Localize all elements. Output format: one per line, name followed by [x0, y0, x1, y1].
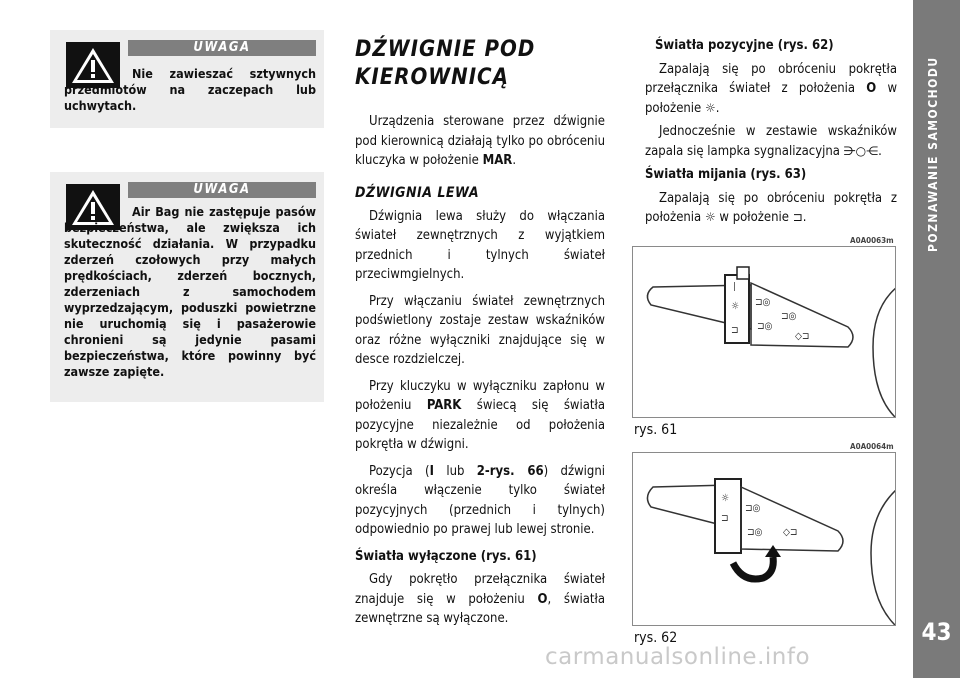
paragraph: Jednocześnie w zestawie wskaźników zapala się lampka sygnalizacyjna ⋺○⋲.	[645, 124, 897, 159]
lever-illustration	[633, 453, 896, 626]
figure-caption: rys. 62	[634, 630, 678, 646]
warning-header: UWAGA	[128, 40, 316, 56]
paragraph: Dźwignia lewa służy do włączania świateł zewnętrznych z wyjątkiem przednich i tylnych świateł przeciwmgielnych.	[355, 208, 605, 282]
figure-lever-position	[632, 452, 896, 626]
warning-header: UWAGA	[128, 182, 316, 198]
heading-low-beam: Światła mijania (rys. 63)	[645, 167, 807, 182]
position-light-icon: ☼	[704, 210, 716, 224]
paragraph: Zapalają się po obróceniu pokrętła przełącznika świateł z położenia O w położenie ☼.	[645, 61, 898, 116]
subsection-title: DŹWIGNIA LEWA	[355, 184, 480, 201]
figure-code: A0A0063m	[850, 236, 894, 245]
paragraph: Pozycja (I lub 2-rys. 66) dźwigni określa włączenie tylko świateł pozycyjnych (przednich i tylnych) odpowiednio po prawej lub lewej stronie.	[355, 463, 605, 537]
paragraph: Zapalają się po obróceniu pokrętła z położenia ☼ w położenie ⊐.	[645, 190, 897, 225]
page-number: 43	[921, 618, 952, 646]
chapter-sidebar	[913, 0, 960, 678]
watermark: carmanualsonline.info	[545, 644, 811, 670]
warning-box	[50, 172, 324, 402]
lever-illustration	[633, 247, 896, 418]
chapter-title: POZNAWANIE SAMOCHODU	[926, 56, 940, 252]
figure-lever-off	[632, 246, 896, 418]
svg-text:⊐◎: ⊐◎	[745, 503, 761, 514]
paragraph: Przy włączaniu świateł zewnętrznych podświetlony zostaje zestaw wskaźników oraz różne wyłączniki znajdujące się w desce rozdzielczej.	[355, 293, 605, 367]
paragraph: Przy kluczyku w wyłączniku zapłonu w położeniu PARK świecą się światła pozycyjne niezależnie od położenia pokrętła w dźwigni.	[355, 378, 605, 452]
warning-box	[50, 30, 324, 128]
svg-text:⊐: ⊐	[721, 513, 729, 524]
figure-code: A0A0064m	[850, 442, 894, 451]
heading-position-lights: Światła pozycyjne (rys. 62)	[655, 38, 834, 53]
heading-lights-off: Światła wyłączone (rys. 61)	[355, 548, 537, 564]
svg-text:☼: ☼	[731, 301, 740, 312]
right-column	[645, 36, 897, 228]
position-light-indicator-icon: ⋺○⋲	[843, 143, 879, 158]
svg-text:◇⊐: ◇⊐	[795, 331, 810, 342]
section-title: DŹWIGNIE POD KIEROWNICĄ	[355, 37, 536, 90]
position-light-icon: ☼	[704, 100, 716, 115]
paragraph: Gdy pokrętło przełącznika świateł znajduje się w położeniu O, światła zewnętrzne są wyłączone.	[355, 572, 605, 626]
warning-text: Air Bag nie zastępuje pasów bezpieczeństwa, ale zwiększa ich skuteczność działania. W przypadku zderzeń czołowych przy małych prędkościach, zderzeń bocznych, zderzeniach z samochodem wyprzedzającym, poduszki powietrzne nie uruchomią się i pasażerowie chronieni są jedynie pasami bezpieczeństwa, które powinny być zawsze zapięte.	[64, 204, 316, 379]
svg-text:☼: ☼	[721, 493, 730, 504]
svg-text:⊐◎: ⊐◎	[757, 321, 773, 332]
figure-caption: rys. 61	[634, 422, 678, 438]
svg-text:⊐◎: ⊐◎	[755, 297, 771, 308]
svg-text:◇⊐: ◇⊐	[783, 527, 798, 538]
intro-paragraph: Urządzenia sterowane przez dźwignie pod kierownicą działają tylko po obróceniu kluczyka w położenie MAR.	[355, 114, 605, 168]
svg-text:⊐◎: ⊐◎	[781, 311, 797, 322]
svg-text:|: |	[733, 282, 736, 292]
main-column	[355, 36, 605, 629]
warning-text: Nie zawieszać sztywnych przedmiotów na zaczepach lub uchwytach.	[64, 66, 316, 113]
low-beam-icon: ⊐	[792, 210, 803, 224]
svg-text:⊐: ⊐	[731, 325, 739, 336]
svg-text:⊐◎: ⊐◎	[747, 527, 763, 538]
